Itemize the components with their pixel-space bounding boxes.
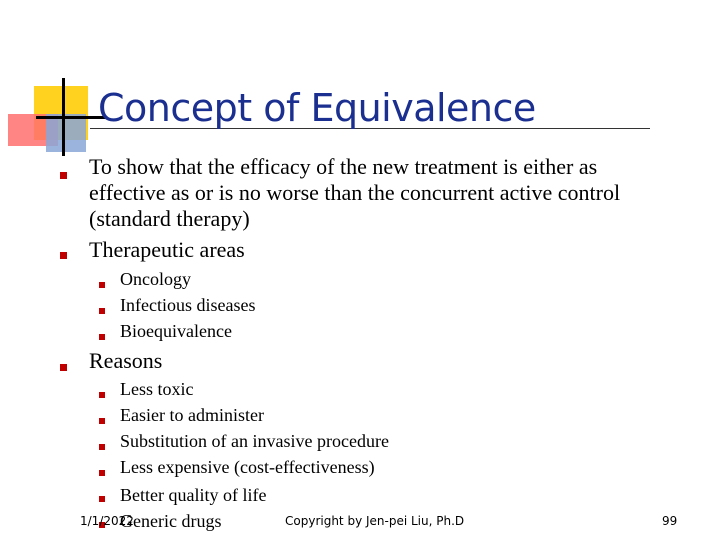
sub-item-quality-of-life: Better quality of life bbox=[120, 485, 267, 505]
bullet-marker bbox=[60, 252, 67, 259]
sub-bullet-marker bbox=[99, 282, 105, 288]
sub-item-infectious: Infectious diseases bbox=[120, 295, 256, 315]
sub-bullet-marker bbox=[99, 334, 105, 340]
bullet-1-line-1: To show that the efficacy of the new treatment is either as bbox=[89, 154, 598, 179]
sub-item-easier: Easier to administer bbox=[120, 405, 264, 425]
slide-title: Concept of Equivalence bbox=[98, 86, 536, 130]
sub-bullet-marker bbox=[99, 496, 105, 502]
logo-blue-square bbox=[46, 114, 86, 152]
sub-item-substitution: Substitution of an invasive procedure bbox=[120, 431, 389, 451]
decorative-logo bbox=[0, 0, 100, 160]
sub-bullet-marker bbox=[99, 444, 105, 450]
sub-bullet-marker bbox=[99, 470, 105, 476]
sub-item-less-toxic: Less toxic bbox=[120, 379, 194, 399]
sub-item-less-expensive: Less expensive (cost-effectiveness) bbox=[120, 457, 375, 477]
bullet-reasons: Reasons bbox=[89, 348, 163, 373]
sub-item-generic-drugs: Generic drugs bbox=[120, 511, 222, 531]
footer-page-number: 99 bbox=[662, 514, 678, 528]
sub-bullet-marker bbox=[99, 418, 105, 424]
sub-bullet-marker bbox=[99, 308, 105, 314]
bullet-1-line-2: effective as or is no worse than the concurrent active control bbox=[89, 180, 621, 205]
bullet-marker bbox=[60, 364, 67, 371]
sub-item-oncology: Oncology bbox=[120, 269, 191, 289]
bullet-marker bbox=[60, 172, 67, 179]
bullet-1-line-3: (standard therapy) bbox=[89, 206, 250, 231]
bullet-therapeutic-areas: Therapeutic areas bbox=[89, 237, 245, 262]
sub-item-bioequivalence: Bioequivalence bbox=[120, 321, 232, 341]
footer-date: 1/1/2022 bbox=[80, 514, 134, 528]
logo-horizontal-line bbox=[36, 116, 106, 119]
footer-copyright: Copyright by Jen-pei Liu, Ph.D bbox=[285, 514, 465, 528]
sub-bullet-marker bbox=[99, 392, 105, 398]
